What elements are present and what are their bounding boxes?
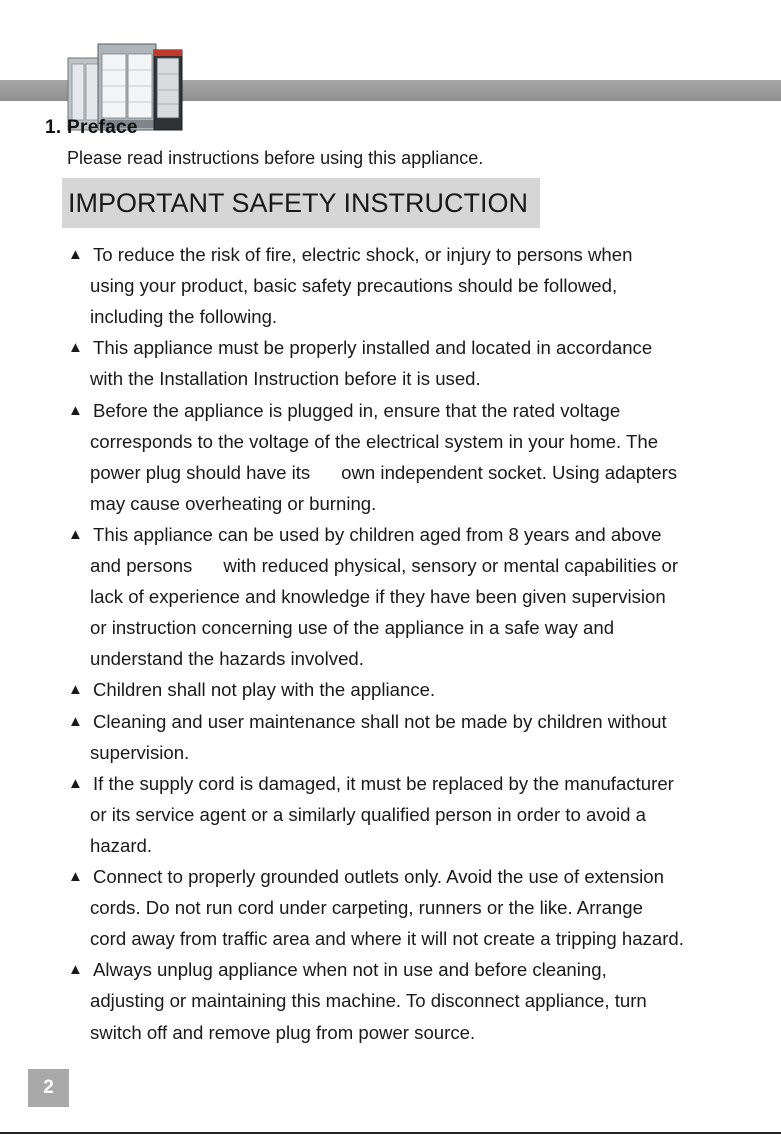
instruction-line: with the Installation Instruction before it is used. <box>90 368 481 390</box>
instruction-line: Always unplug appliance when not in use and before cleaning, <box>93 959 607 981</box>
footer-rule <box>0 1132 781 1134</box>
instruction-line: hazard. <box>90 834 153 856</box>
bullet-triangle-icon: ▲ <box>68 868 83 885</box>
intro-text: Please read instructions before using this appliance. <box>67 148 484 168</box>
instruction-line: Before the appliance is plugged in, ensure that the rated voltage <box>93 399 621 421</box>
bullet-triangle-icon: ▲ <box>68 339 83 357</box>
bullet-triangle-icon: ▲ <box>68 961 83 979</box>
bullet-triangle-icon: ▲ <box>68 401 83 419</box>
safety-banner <box>62 178 540 228</box>
section-title: 1. Preface <box>45 117 138 138</box>
instruction-line: or instruction concerning use of the appliance in a safe way and <box>90 617 615 639</box>
bullet-triangle-icon: ▲ <box>68 525 83 543</box>
instruction-line: To reduce the risk of fire, electric shock, or injury to persons when <box>93 244 633 265</box>
instruction-line: This appliance must be properly installed and located in accordance <box>93 337 653 359</box>
bullet-triangle-icon: ▲ <box>68 712 83 730</box>
instruction-line: supervision. <box>90 741 190 763</box>
page-number: 2 <box>28 1069 69 1107</box>
instruction-line: This appliance can be used by children aged from 8 years and above <box>93 523 662 545</box>
instruction-line: may cause overheating or burning. <box>90 492 377 514</box>
instruction-line: including the following. <box>90 306 278 328</box>
instruction-line: lack of experience and knowledge if they have been given supervision <box>90 586 666 608</box>
instruction-line: adjusting or maintaining this machine. To disconnect appliance, turn <box>90 990 647 1012</box>
instruction-line: corresponds to the voltage of the electrical system in your home. The <box>90 430 659 452</box>
instruction-line: Connect to properly grounded outlets only. Avoid the use of extension <box>93 866 664 887</box>
instruction-line: cords. Do not run cord under carpeting, runners or the like. Arrange <box>90 897 643 919</box>
instruction-line: Children shall not play with the appliance. <box>93 679 436 701</box>
bullet-triangle-icon: ▲ <box>68 774 83 792</box>
instruction-line: power plug should have its own independent socket. Using adapters <box>90 461 678 483</box>
instruction-line: and persons with reduced physical, sensory or mental capabilities or <box>90 555 679 576</box>
instruction-line: Cleaning and user maintenance shall not be made by children without <box>93 710 667 732</box>
instruction-line: If the supply cord is damaged, it must be replaced by the manufacturer <box>93 772 674 794</box>
instruction-line: cord away from traffic area and where it will not create a tripping hazard. <box>90 928 684 950</box>
instruction-line: understand the hazards involved. <box>90 648 364 670</box>
safety-banner-title: IMPORTANT SAFETY INSTRUCTION <box>68 188 529 218</box>
instruction-line: switch off and remove plug from power source. <box>90 1021 476 1043</box>
instruction-line: using your product, basic safety precautions should be followed, <box>90 275 618 297</box>
bullet-triangle-icon: ▲ <box>68 681 83 699</box>
bullet-triangle-icon: ▲ <box>68 246 83 263</box>
instruction-line: or its service agent or a similarly qualified person in order to avoid a <box>90 803 647 825</box>
